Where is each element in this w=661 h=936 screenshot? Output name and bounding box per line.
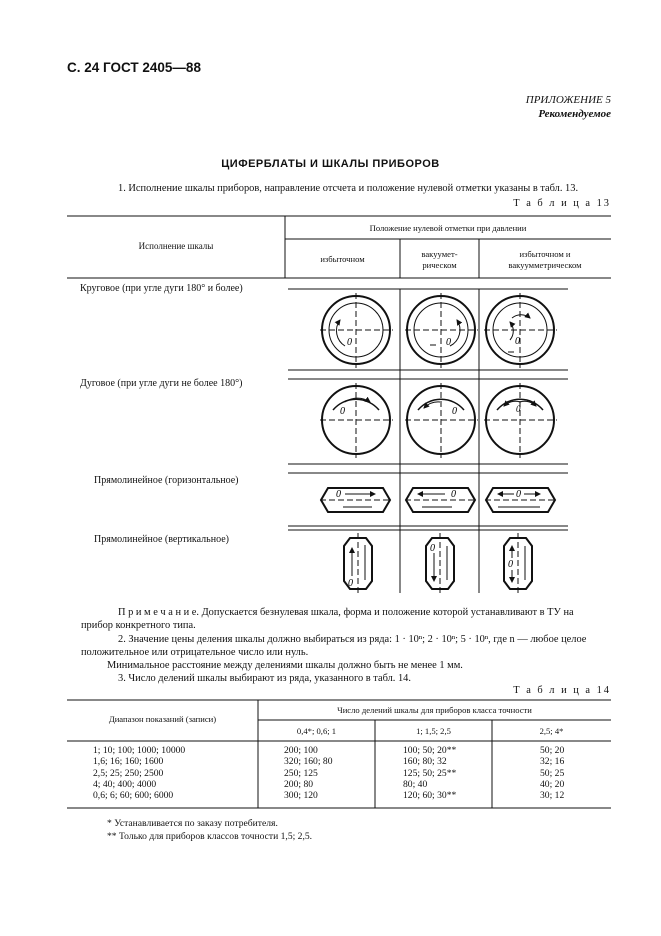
zero-label: 0: [452, 406, 457, 417]
table14-col-2: 1; 1,5; 2,5: [416, 726, 451, 736]
zero-label: 0: [336, 489, 341, 500]
table13-group-header: Положение нулевой отметки при давлении: [369, 223, 527, 233]
zero-label: 0: [515, 336, 520, 347]
zero-label: 0: [516, 404, 521, 414]
page-header: С. 24 ГОСТ 2405—88: [67, 60, 201, 75]
row-label-arc: Дуговое (при угле дуги не более 180°): [80, 378, 243, 389]
zero-label: 0: [451, 489, 456, 500]
col-both-line1: избыточном и: [519, 249, 571, 259]
zero-label: 0: [340, 406, 345, 417]
zero-label: 0: [508, 559, 513, 570]
table14-col-3: 2,5; 4*: [539, 726, 564, 736]
para2-line3: Минимальное расстояние между делениями шкалы должно быть не менее 1 мм.: [107, 660, 463, 671]
footnote-2: ** Только для приборов классов точности 1,5; 2,5.: [107, 831, 313, 842]
col-both-line2: вакуумметрическом: [508, 260, 582, 270]
table14-group-header: Число делений шкалы для приборов класса точности: [337, 705, 532, 715]
row-label-horizontal: Прямолинейное (горизонтальное): [94, 475, 239, 486]
table14-caption: Т а б л и ц а 14: [513, 685, 611, 696]
para2-line2: положительное или отрицательное число или нуль.: [81, 647, 309, 658]
table13-caption: Т а б л и ц а 13: [513, 198, 611, 209]
table13-col-excess: избыточном: [320, 254, 365, 264]
paragraph-3: 3. Число делений шкалы выбирают из ряда, указанного в табл. 14.: [118, 673, 411, 684]
footnote-1: * Устанавливается по заказу потребителя.: [107, 818, 278, 829]
zero-label: 0: [446, 337, 451, 348]
table14-col-1: 0,4*; 0,6; 1: [296, 726, 337, 736]
appendix-note: Рекомендуемое: [538, 108, 611, 120]
table14-col3-values: 50; 20 32; 16 50; 25 40; 20 30; 12: [540, 745, 565, 802]
table14-col1-values: 200; 100 320; 160; 80 250; 125 200; 80 300; 120: [284, 745, 333, 802]
table13-col-scale: Исполнение шкалы: [138, 241, 214, 251]
zero-label: 0: [516, 489, 521, 500]
table14-ranges: 1; 10; 100; 1000; 10000 1,6; 16; 160; 1600 2,5; 25; 250; 2500 4; 40; 400; 4000 0,6; 6; 60; 600; 6000: [93, 745, 186, 802]
table14-col-range: Диапазон показаний (записи): [108, 714, 217, 724]
paragraph-1: 1. Исполнение шкалы приборов, направление отсчета и положение нулевой отметки указаны в табл. 13.: [118, 183, 579, 194]
zero-label: 0: [348, 578, 353, 589]
zero-label: 0: [347, 337, 352, 348]
note-line1: П р и м е ч а н и е. Допускается безнулевая шкала, форма и положение которой устанавливают в ТУ на: [118, 607, 574, 618]
appendix-label: ПРИЛОЖЕНИЕ 5: [525, 94, 611, 106]
row-label-circular: Круговое (при угле дуги 180° и более): [80, 283, 243, 294]
note-line2: прибор конкретного типа.: [81, 620, 196, 631]
para2-line1: 2. Значение цены деления шкалы должно выбираться из ряда: 1 · 10ⁿ; 2 · 10ⁿ; 5 · 10ⁿ, где n — любое целое: [118, 634, 587, 645]
col-vacuum-line2: рическом: [422, 260, 457, 270]
row-label-vertical: Прямолинейное (вертикальное): [94, 534, 229, 545]
page-title: ЦИФЕРБЛАТЫ И ШКАЛЫ ПРИБОРОВ: [221, 158, 440, 170]
zero-label: 0: [430, 543, 435, 554]
col-vacuum-line1: вакуумет-: [421, 249, 458, 259]
table14-col2-values: 100; 50; 20** 160; 80; 32 125; 50; 25** 80; 40 120; 60; 30**: [403, 745, 457, 802]
